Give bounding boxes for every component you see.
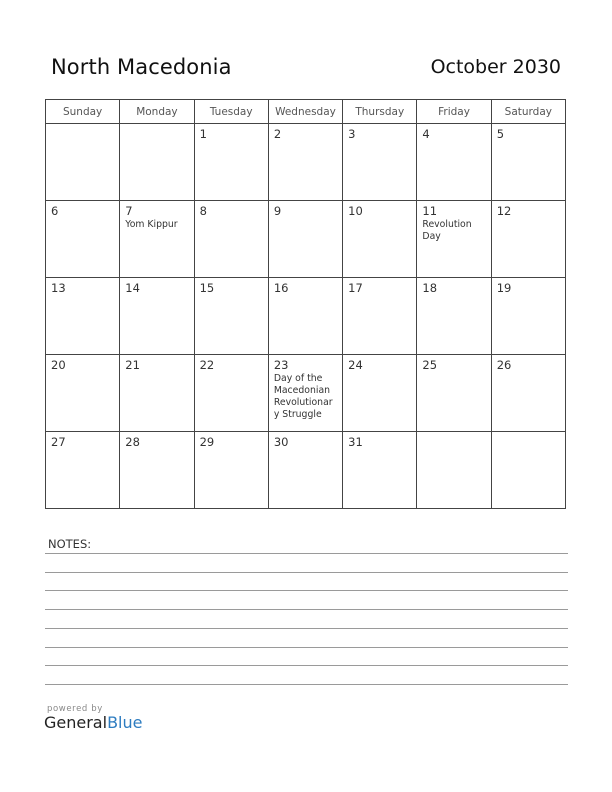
- day-cell: [491, 124, 565, 201]
- weekday-saturday: Saturday: [491, 100, 565, 124]
- day-cell: [194, 278, 268, 355]
- day-number: 11: [422, 204, 438, 218]
- week-row: [46, 278, 566, 355]
- day-cell: [491, 201, 565, 278]
- day-cell: [120, 201, 194, 278]
- day-cell: [194, 124, 268, 201]
- day-cell: [120, 124, 194, 201]
- day-number: 7: [125, 204, 133, 218]
- day-cell: [46, 432, 120, 509]
- holiday-label: Day of the Macedonian Revolutionar y Struggle: [273, 373, 333, 420]
- day-cell: [194, 201, 268, 278]
- day-cell: [417, 201, 491, 278]
- note-line: [45, 647, 568, 648]
- note-line: [45, 590, 568, 591]
- week-row: [46, 432, 566, 509]
- day-number: 2: [273, 127, 282, 141]
- week-row: [46, 124, 566, 201]
- day-number: 21: [125, 358, 140, 372]
- day-number: 22: [199, 358, 215, 372]
- holiday-label: Yom Kippur: [125, 219, 178, 230]
- logo-blue: Blue: [107, 713, 143, 732]
- day-cell: [120, 432, 194, 509]
- day-cell: [343, 432, 417, 509]
- day-number: 20: [51, 358, 66, 372]
- day-number: 5: [496, 127, 505, 141]
- day-number: 29: [199, 435, 215, 449]
- weekday-header-row: [46, 100, 566, 124]
- note-line: [45, 553, 568, 554]
- day-cell: [268, 278, 342, 355]
- day-cell: [46, 124, 120, 201]
- weekday-thursday: Thursday: [343, 100, 417, 124]
- powered-by-text: powered by: [47, 704, 103, 714]
- calendar-grid: [45, 99, 566, 509]
- day-number: 12: [496, 204, 512, 218]
- day-number: 9: [273, 204, 282, 218]
- day-number: 16: [273, 281, 289, 295]
- day-number: 4: [422, 127, 430, 141]
- day-number: 17: [348, 281, 363, 295]
- day-number: 28: [125, 435, 140, 449]
- weekday-sunday: Sunday: [46, 100, 120, 124]
- day-cell: [491, 278, 565, 355]
- brand-footer: [44, 704, 142, 732]
- day-number: 30: [273, 435, 289, 449]
- day-number: 14: [125, 281, 140, 295]
- week-row: [46, 355, 566, 432]
- generalblue-logo: [44, 714, 142, 732]
- day-cell: [343, 355, 417, 432]
- day-cell: [491, 355, 565, 432]
- notes-label: NOTES:: [48, 537, 92, 551]
- day-number: 18: [422, 281, 438, 295]
- day-cell: [343, 124, 417, 201]
- week-row: [46, 201, 566, 278]
- day-cell: [46, 278, 120, 355]
- day-number: 23: [273, 358, 289, 372]
- note-line: [45, 665, 568, 666]
- day-cell: [417, 355, 491, 432]
- day-number: 13: [51, 281, 66, 295]
- day-cell: [417, 278, 491, 355]
- day-number: 26: [496, 358, 512, 372]
- day-cell: [268, 432, 342, 509]
- month-title: October 2030: [430, 56, 561, 78]
- holiday-label: Revolution Day: [422, 219, 472, 242]
- logo-general: General: [44, 713, 108, 732]
- day-cell: [120, 278, 194, 355]
- note-line: [45, 628, 568, 629]
- day-number: 27: [51, 435, 66, 449]
- day-cell: [120, 355, 194, 432]
- day-number: 3: [348, 127, 356, 141]
- note-line: [45, 684, 568, 685]
- day-cell: [417, 124, 491, 201]
- day-cell: [417, 432, 491, 509]
- day-cell: [268, 355, 342, 432]
- day-cell: [46, 355, 120, 432]
- day-number: 10: [348, 204, 363, 218]
- day-number: 1: [199, 127, 207, 141]
- day-cell: [46, 201, 120, 278]
- day-cell: [194, 432, 268, 509]
- day-cell: [268, 201, 342, 278]
- day-number: 19: [496, 281, 512, 295]
- day-number: 25: [422, 358, 438, 372]
- country-title: North Macedonia: [51, 55, 232, 79]
- weekday-wednesday: Wednesday: [268, 100, 342, 124]
- note-line: [45, 572, 568, 573]
- day-number: 8: [199, 204, 207, 218]
- weekday-tuesday: Tuesday: [194, 100, 268, 124]
- day-cell: [343, 278, 417, 355]
- day-cell: [268, 124, 342, 201]
- day-number: 6: [51, 204, 59, 218]
- weekday-friday: Friday: [417, 100, 491, 124]
- day-cell: [491, 432, 565, 509]
- day-number: 24: [348, 358, 363, 372]
- day-number: 31: [348, 435, 363, 449]
- day-cell: [194, 355, 268, 432]
- day-cell: [343, 201, 417, 278]
- day-number: 15: [199, 281, 215, 295]
- note-line: [45, 609, 568, 610]
- weekday-monday: Monday: [120, 100, 194, 124]
